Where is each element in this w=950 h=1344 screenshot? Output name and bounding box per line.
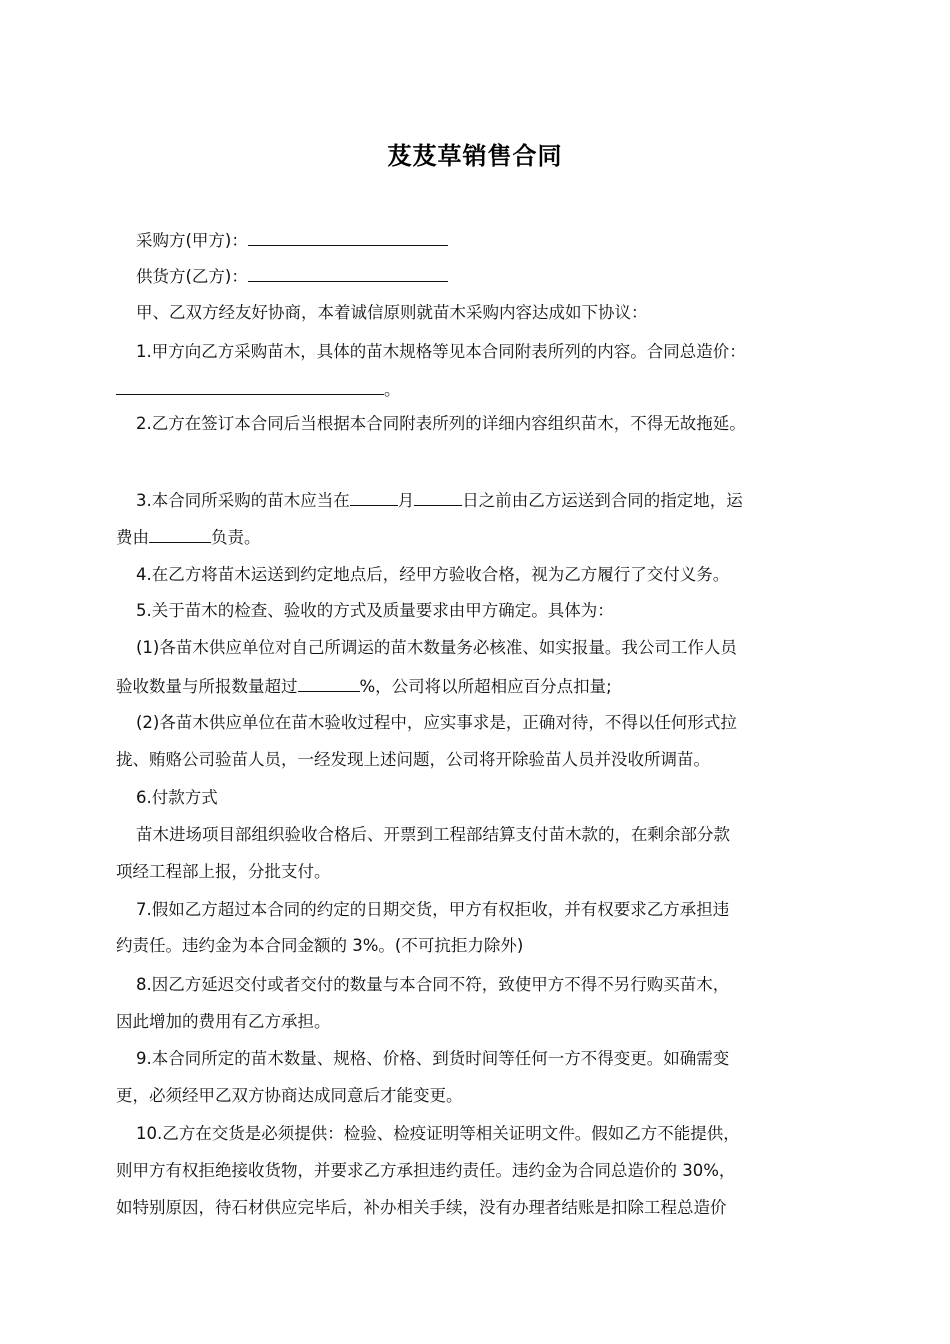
buyer-line bbox=[136, 229, 448, 252]
supplier-blank[interactable] bbox=[248, 265, 448, 282]
clause-5-1-line-2 bbox=[116, 675, 612, 698]
clause-6-heading: 6.付款方式 bbox=[136, 788, 218, 807]
supplier-label: 供货方(乙方)： bbox=[136, 267, 248, 286]
clause-9-line-1: 9.本合同所定的苗木数量、规格、价格、到货时间等任何一方不得变更。如确需变 bbox=[136, 1049, 730, 1068]
clause-3-line-2 bbox=[116, 526, 261, 549]
clause-6-line-2: 项经工程部上报，分批支付。 bbox=[116, 862, 331, 881]
clause-1-end: 。 bbox=[384, 380, 401, 399]
total-price-blank[interactable] bbox=[116, 378, 384, 395]
percent-blank[interactable] bbox=[298, 675, 360, 692]
clause-5-2-line-2: 拢、贿赂公司验苗人员，一经发现上述问题，公司将开除验苗人员并没收所调苗。 bbox=[116, 750, 710, 769]
clause-2: 2.乙方在签订本合同后当根据本合同附表所列的详细内容组织苗木，不得无故拖延。 bbox=[136, 414, 746, 433]
buyer-label: 采购方(甲方)： bbox=[136, 231, 248, 250]
clause-10-line-3: 如特别原因，待石材供应完毕后，补办相关手续，没有办理者结账是扣除工程总造价 bbox=[116, 1198, 727, 1217]
clause-1-line-2 bbox=[116, 378, 401, 401]
clause-5: 5.关于苗木的检查、验收的方式及质量要求由甲方确定。具体为： bbox=[136, 601, 614, 620]
clause-4: 4.在乙方将苗木运送到约定地点后，经甲方验收合格，视为乙方履行了交付义务。 bbox=[136, 565, 730, 584]
clause-7-line-2: 约责任。违约金为本合同金额的 3%。(不可抗拒力除外) bbox=[116, 936, 524, 955]
month-label: 月 bbox=[397, 491, 415, 510]
clause-5-2-line-1: (2)各苗木供应单位在苗木验收过程中，应实事求是，正确对待，不得以任何形式拉 bbox=[136, 713, 737, 732]
month-blank[interactable] bbox=[350, 489, 398, 506]
clause-7-line-1: 7.假如乙方超过本合同的约定的日期交货，甲方有权拒收，并有权要求乙方承担违 bbox=[136, 900, 730, 919]
clause-5-1-part-a: 验收数量与所报数量超过 bbox=[116, 677, 298, 696]
freight-payer-blank[interactable] bbox=[149, 526, 211, 543]
supplier-line bbox=[136, 265, 448, 288]
document-title: 芨芨草销售合同 bbox=[387, 142, 563, 170]
clause-8-line-1: 8.因乙方延迟交付或者交付的数量与本合同不符，致使甲方不得不另行购买苗木， bbox=[136, 975, 730, 994]
clause-8-line-2: 因此增加的费用有乙方承担。 bbox=[116, 1012, 331, 1031]
clause-3-line-1 bbox=[136, 489, 743, 512]
clause-3-part-d: 负责。 bbox=[211, 528, 261, 547]
clause-10-line-1: 10.乙方在交货是必须提供：检验、检疫证明等相关证明文件。假如乙方不能提供， bbox=[136, 1124, 740, 1143]
clause-5-1-line-1: (1)各苗木供应单位对自己所调运的苗木数量务必核准、如实报量。我公司工作人员 bbox=[136, 638, 737, 657]
clause-3-part-b: 日之前由乙方运送到合同的指定地，运 bbox=[462, 491, 743, 510]
clause-6-line-1: 苗木进场项目部组织验收合格后、开票到工程部结算支付苗木款的，在剩余部分款 bbox=[136, 825, 730, 844]
clause-1-line-1: 1.甲方向乙方采购苗木，具体的苗木规格等见本合同附表所列的内容。合同总造价： bbox=[136, 342, 746, 361]
day-blank[interactable] bbox=[414, 489, 462, 506]
clause-9-line-2: 更，必须经甲乙双方协商达成同意后才能变更。 bbox=[116, 1086, 463, 1105]
clause-3-part-c: 费由 bbox=[116, 528, 149, 547]
intro-paragraph: 甲、乙双方经友好协商，本着诚信原则就苗木采购内容达成如下协议： bbox=[136, 303, 648, 322]
buyer-blank[interactable] bbox=[248, 229, 448, 246]
clause-5-1-part-b: %，公司将以所超相应百分点扣量; bbox=[359, 677, 612, 696]
clause-10-line-2: 则甲方有权拒绝接收货物，并要求乙方承担违约责任。违约金为合同总造价的 30%， bbox=[116, 1161, 736, 1180]
clause-3-part-a: 3.本合同所采购的苗木应当在 bbox=[136, 491, 350, 510]
